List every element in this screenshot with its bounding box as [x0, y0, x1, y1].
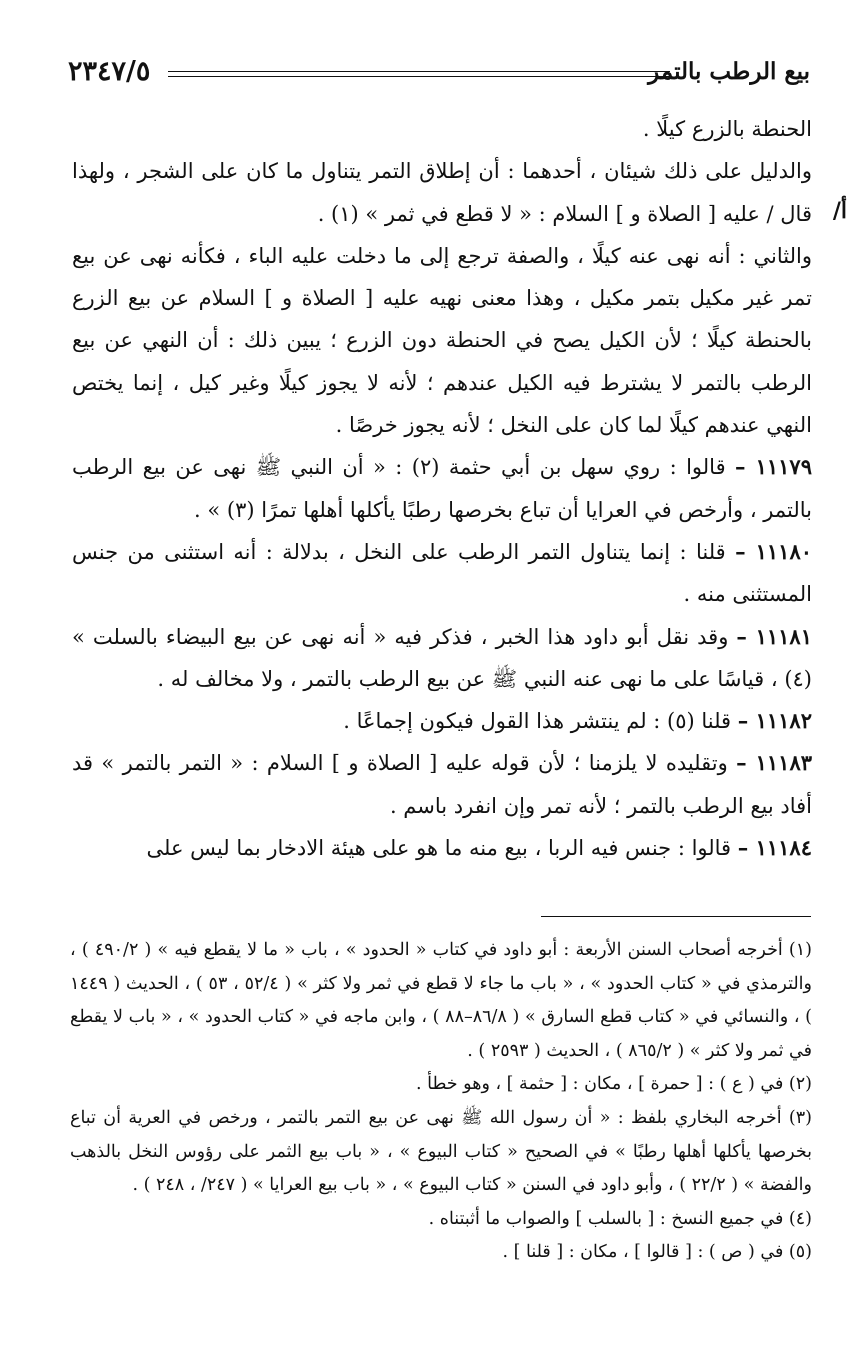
numbered-paragraph: ١١١٨٤ – قالوا : جنس فيه الربا ، بيع منه ما هو على هيئة الادخار بما ليس على — [146, 835, 812, 861]
footnote-separator — [541, 916, 811, 917]
paragraph-number: ١١١٨١ – — [736, 623, 812, 649]
footnotes — [70, 934, 812, 1270]
footnote: (١) أخرجه أصحاب السنن الأربعة : أبو داود في كتاب « الحدود » ، باب « ما لا يقطع فيه » ( ٤٩٠/٢ ) ، والترمذي في « كتاب الحدود » ، « باب ما جاء لا قطع في ثمر ولا كثر » ( ٥٢/٤ ، ٥٣ ) ، الحديث ( ١٤٤٩ ) ، والنسائي في « كتاب قطع السارق » ( ٨٦/٨–٨٨ ) ، وابن ماجه في « كتاب الحدود » ، « باب لا يقطع في ثمر ولا كثر » ( ٨٦٥/٢ ) ، الحديث ( ٢٥٩٣ ) . — [70, 940, 813, 1061]
margin-folio-mark: /أ — [832, 198, 847, 224]
paragraph: والثاني : أنه نهى عنه كيلًا ، والصفة ترجع إلى ما دخلت عليه الباء ، فكأنه نهى عن بيع تمر غير مكيل بتمر مكيل ، وهذا معنى نهيه عليه [ الصلاة و ] السلام عن بيع الزرع بالحنطة كيلًا ؛ لأن الكيل يصح في الحنطة دون الزرع ؛ يبين ذلك : أن النهي عن بيع الرطب بالتمر لا يشترط فيه الكيل عندهم ؛ لأنه لا يجوز كيلًا وغير كيل ، إنما يختص النهي عندهم كيلًا لما كان على النخل ؛ لأنه يجوز خرصًا . — [72, 243, 813, 438]
numbered-paragraph: ١١١٨٢ – قلنا (٥) : لم ينتشر هذا القول فيكون إجماعًا . — [343, 708, 812, 734]
running-header — [68, 52, 810, 92]
chapter-title: بيع الرطب بالتمر — [648, 58, 810, 85]
numbered-paragraph: ١١١٨١ – وقد نقل أبو داود هذا الخبر ، فذكر فيه « أنه نهى عن بيع البيضاء بالسلت » (٤) ، قياسًا على ما نهى عنه النبي ﷺ عن بيع الرطب بالتمر ، ولا مخالف له . — [72, 623, 812, 691]
header-rule — [168, 71, 670, 72]
numbered-paragraph: ١١١٧٩ – قالوا : روي سهل بن أبي حثمة (٢) : « أن النبي ﷺ نهى عن بيع الرطب بالتمر ، وأرخص في العرايا أن تباع بخرصها رطبًا يأكلها أهلها تمرًا (٣) » . — [72, 454, 812, 522]
paragraph-number: ١١١٨٣ – — [736, 750, 813, 776]
footnote: (٥) في ( ص ) : [ قالوا ] ، مكان : [ قلنا ] . — [502, 1242, 812, 1263]
paragraph-number: ١١١٧٩ – — [735, 454, 812, 480]
numbered-paragraph: ١١١٨٣ – وتقليده لا يلزمنا ؛ لأن قوله عليه [ الصلاة و ] السلام : « التمر بالتمر » قد أفاد بيع الرطب بالتمر ؛ لأنه تمر وإن انفرد باسم . — [72, 750, 813, 818]
footnote: (٢) في ( ع ) : [ حمرة ] ، مكان : [ حثمة ] ، وهو خطأ . — [415, 1074, 812, 1095]
footnote: (٤) في جميع النسخ : [ بالسلب ] والصواب ما أثبتناه . — [428, 1208, 812, 1229]
numbered-paragraph: ١١١٨٠ – قلنا : إنما يتناول التمر الرطب على النخل ، بدلالة : أنه استثنى من جنس المستثنى منه . — [72, 538, 813, 607]
paragraph-number: ١١١٨٠ – — [735, 538, 813, 564]
header-rule-lower — [168, 76, 670, 77]
paragraph: الحنطة بالزرع كيلًا . — [642, 117, 812, 141]
paragraph-number: ١١١٨٢ – — [737, 708, 812, 734]
footnote: (٣) أخرجه البخاري بلفظ : « أن رسول الله ﷺ نهى عن بيع التمر بالتمر ، ورخص في العرية أن تباع بخرصها يأكلها أهلها رطبًا » في الصحيح « كتاب البيوع » ، « باب بيع الثمر على رؤوس النخل بالذهب والفضة » ( ٢٢/٢ ) ، وأبو داود في السنن « كتاب البيوع » ، « باب بيع العرايا » ( ٢٤٧/ ، ٢٤٨ ) . — [70, 1107, 812, 1196]
paragraph-number: ١١١٨٤ – — [737, 835, 812, 861]
main-text — [72, 108, 812, 869]
page-number: ٢٣٤٧/٥ — [68, 56, 151, 87]
paragraph: والدليل على ذلك شيئان ، أحدهما : أن إطلاق التمر يتناول ما كان على الشجر ، ولهذا قال / عليه [ الصلاة و ] السلام : « لا قطع في ثمر » (١) . — [72, 159, 812, 226]
